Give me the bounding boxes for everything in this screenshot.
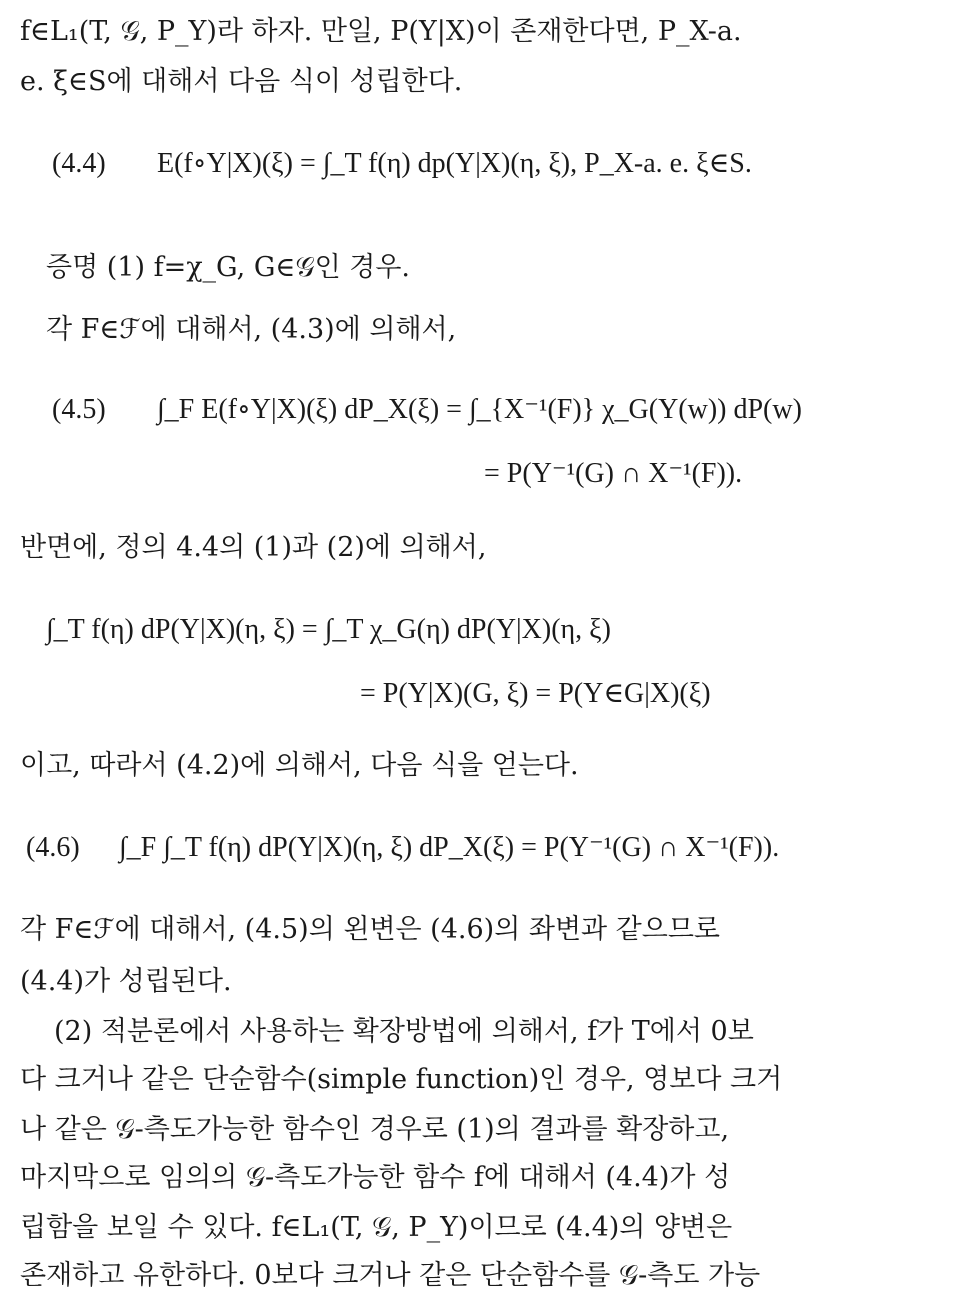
equation-4-6 — [26, 830, 901, 866]
text-line-11: 나 같은 𝒢-측도가능한 함수인 경우로 (1)의 결과를 확장하고, — [20, 1114, 730, 1145]
text-line-8: (4.4)가 성립된다. — [20, 966, 232, 997]
equation-label: (4.4) — [52, 148, 106, 179]
text-line-6: 이고, 따라서 (4.2)에 의해서, 다음 식을 얻는다. — [20, 750, 579, 781]
text-line-10: 다 크거나 같은 단순함수(simple function)인 경우, 영보다 크거 — [20, 1064, 783, 1095]
equation-4-5-second: = P(Y⁻¹(G) ∩ X⁻¹(F)). — [484, 458, 743, 489]
equation-label: (4.5) — [52, 394, 106, 425]
text-line-13: 립함을 보일 수 있다. f∈L₁(T, 𝒢, P_Y)이므로 (4.4)의 양변은 — [20, 1212, 733, 1243]
text-line-9: (2) 적분론에서 사용하는 확장방법에 의해서, f가 T에서 0보 — [54, 1016, 754, 1047]
equation-body: ∫_F ∫_T f(η) dP(Y|X)(η, ξ) dP_X(ξ) = P(Y⁻¹(G) ∩ X⁻¹(F)). — [119, 832, 780, 863]
equation-4-5-first — [52, 392, 901, 428]
text-line-14: 존재하고 유한하다. 0보다 크거나 같은 단순함수를 𝒢-측도 가능 — [20, 1260, 761, 1291]
text-line-2: e. ξ∈S에 대해서 다음 식이 성립한다. — [20, 66, 463, 97]
equation-unnumbered-first: ∫_T f(η) dP(Y|X)(η, ξ) = ∫_T χ_G(η) dP(Y|X)(η, ξ) — [46, 614, 611, 645]
equation-body: ∫_F E(f∘Y|X)(ξ) dP_X(ξ) = ∫_{X⁻¹(F)} χ_G(Y(w)) dP(w) — [157, 394, 802, 425]
text-line-5: 반면에, 정의 4.4의 (1)과 (2)에 의해서, — [20, 532, 487, 563]
text-line-7: 각 F∈ℱ에 대해서, (4.5)의 왼변은 (4.6)의 좌변과 같으므로 — [20, 914, 721, 945]
equation-label: (4.6) — [26, 832, 80, 863]
text-line-3: 증명 (1) f=χ_G, G∈𝒢인 경우. — [46, 252, 411, 283]
equation-4-4 — [52, 146, 901, 182]
text-line-12: 마지막으로 임의의 𝒢-측도가능한 함수 f에 대해서 (4.4)가 성 — [20, 1162, 731, 1193]
text-line-1: f∈L₁(T, 𝒢, P_Y)라 하자. 만일, P(Y|X)이 존재한다면, P_X-a. — [20, 16, 742, 47]
equation-unnumbered-second: = P(Y|X)(G, ξ) = P(Y∈G|X)(ξ) — [360, 678, 711, 709]
equation-body: E(f∘Y|X)(ξ) = ∫_T f(η) dp(Y|X)(η, ξ), P_X-a. e. ξ∈S. — [157, 148, 752, 179]
text-line-4: 각 F∈ℱ에 대해서, (4.3)에 의해서, — [46, 314, 457, 345]
